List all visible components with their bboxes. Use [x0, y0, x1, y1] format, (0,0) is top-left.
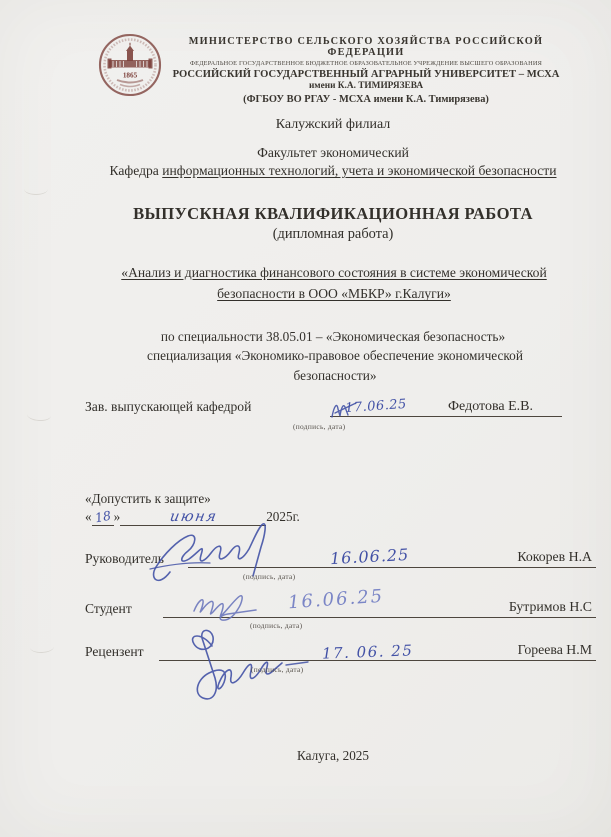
university-abbreviation-line: (ФГБОУ ВО РГАУ - МСХА имени К.А. Тимирязева)	[243, 94, 489, 105]
admission-year: 2025г.	[266, 509, 300, 524]
university-emblem-icon	[97, 32, 163, 98]
department-name: информационных технологий, учета и экономической безопасности	[162, 163, 557, 178]
supervisor-signature-date: 16.06.25	[329, 544, 410, 569]
head-of-department-row	[85, 396, 591, 421]
branch-name: Калужский филиал	[275, 117, 391, 132]
work-title: ВЫПУСКНАЯ КВАЛИФИКАЦИОННАЯ РАБОТА	[133, 204, 533, 223]
admission-date-line	[85, 509, 300, 526]
emblem-year: 1865	[122, 71, 138, 80]
handwritten-month: июня	[168, 509, 219, 525]
work-subtitle: (дипломная работа)	[272, 226, 394, 242]
city-year-footer: Калуга, 2025	[297, 748, 369, 763]
open-quote: «	[85, 509, 92, 524]
document-header	[160, 36, 572, 105]
handwritten-day: 18	[93, 507, 112, 526]
admission-title: «Допустить к защите»	[85, 491, 211, 506]
scan-artifact	[24, 183, 48, 195]
reviewer-label: Рецензент	[85, 644, 144, 659]
student-label: Студент	[85, 601, 132, 616]
scan-artifact	[27, 408, 52, 422]
student-signature-caption: (подпись, дата)	[250, 621, 303, 630]
university-name-line: РОССИЙСКИЙ ГОСУДАРСТВЕННЫЙ АГРАРНЫЙ УНИВЕРСИТЕТ – МСХА	[172, 69, 560, 80]
department-line	[70, 163, 596, 179]
thesis-theme: «Анализ и диагностика финансового состояния в системе экономической безопасности в ООО «МБКР» г.Калуги»	[121, 265, 547, 302]
department-prefix: Кафедра	[109, 163, 163, 178]
head-of-department-label: Зав. выпускающей кафедрой	[85, 399, 252, 414]
reviewer-signature-caption: (подпись, дата)	[251, 665, 304, 674]
institution-type-line: ФЕДЕРАЛЬНОЕ ГОСУДАРСТВЕННОЕ БЮДЖЕТНОЕ ОБРАЗОВАТЕЛЬНОЕ УЧРЕЖДЕНИЕ ВЫСШЕГО ОБРАЗОВАНИЯ	[189, 60, 543, 67]
reviewer-name: Гореева Н.М	[517, 642, 592, 657]
specialty-line: по специальности 38.05.01 – «Экономическая безопасность»	[160, 329, 506, 344]
supervisor-label: Руководитель	[85, 551, 164, 566]
student-signature-date: 16.06.25	[287, 585, 385, 614]
student-name: Бутримов Н.С	[508, 599, 592, 614]
scan-artifact	[30, 640, 55, 653]
head-signature-date: 17.06.25	[344, 396, 408, 417]
ministry-line: МИНИСТЕРСТВО СЕЛЬСКОГО ХОЗЯЙСТВА РОССИЙСКОЙ ФЕДЕРАЦИИ	[188, 36, 544, 58]
close-quote: »	[113, 509, 121, 524]
reviewer-signature-date: 17. 06. 25	[321, 641, 414, 663]
supervisor-signature-caption: (подпись, дата)	[243, 572, 296, 581]
specialization-line: специализация «Экономико-правовое обеспечение экономической безопасности»	[147, 348, 523, 383]
head-signature-caption: (подпись, дата)	[293, 422, 346, 431]
named-after-line: имени К.А. ТИМИРЯЗЕВА	[308, 81, 424, 91]
supervisor-name: Кокорев Н.А	[517, 549, 592, 564]
faculty-name: Факультет экономический	[257, 145, 409, 160]
head-of-department-name: Федотова Е.В.	[448, 399, 533, 414]
